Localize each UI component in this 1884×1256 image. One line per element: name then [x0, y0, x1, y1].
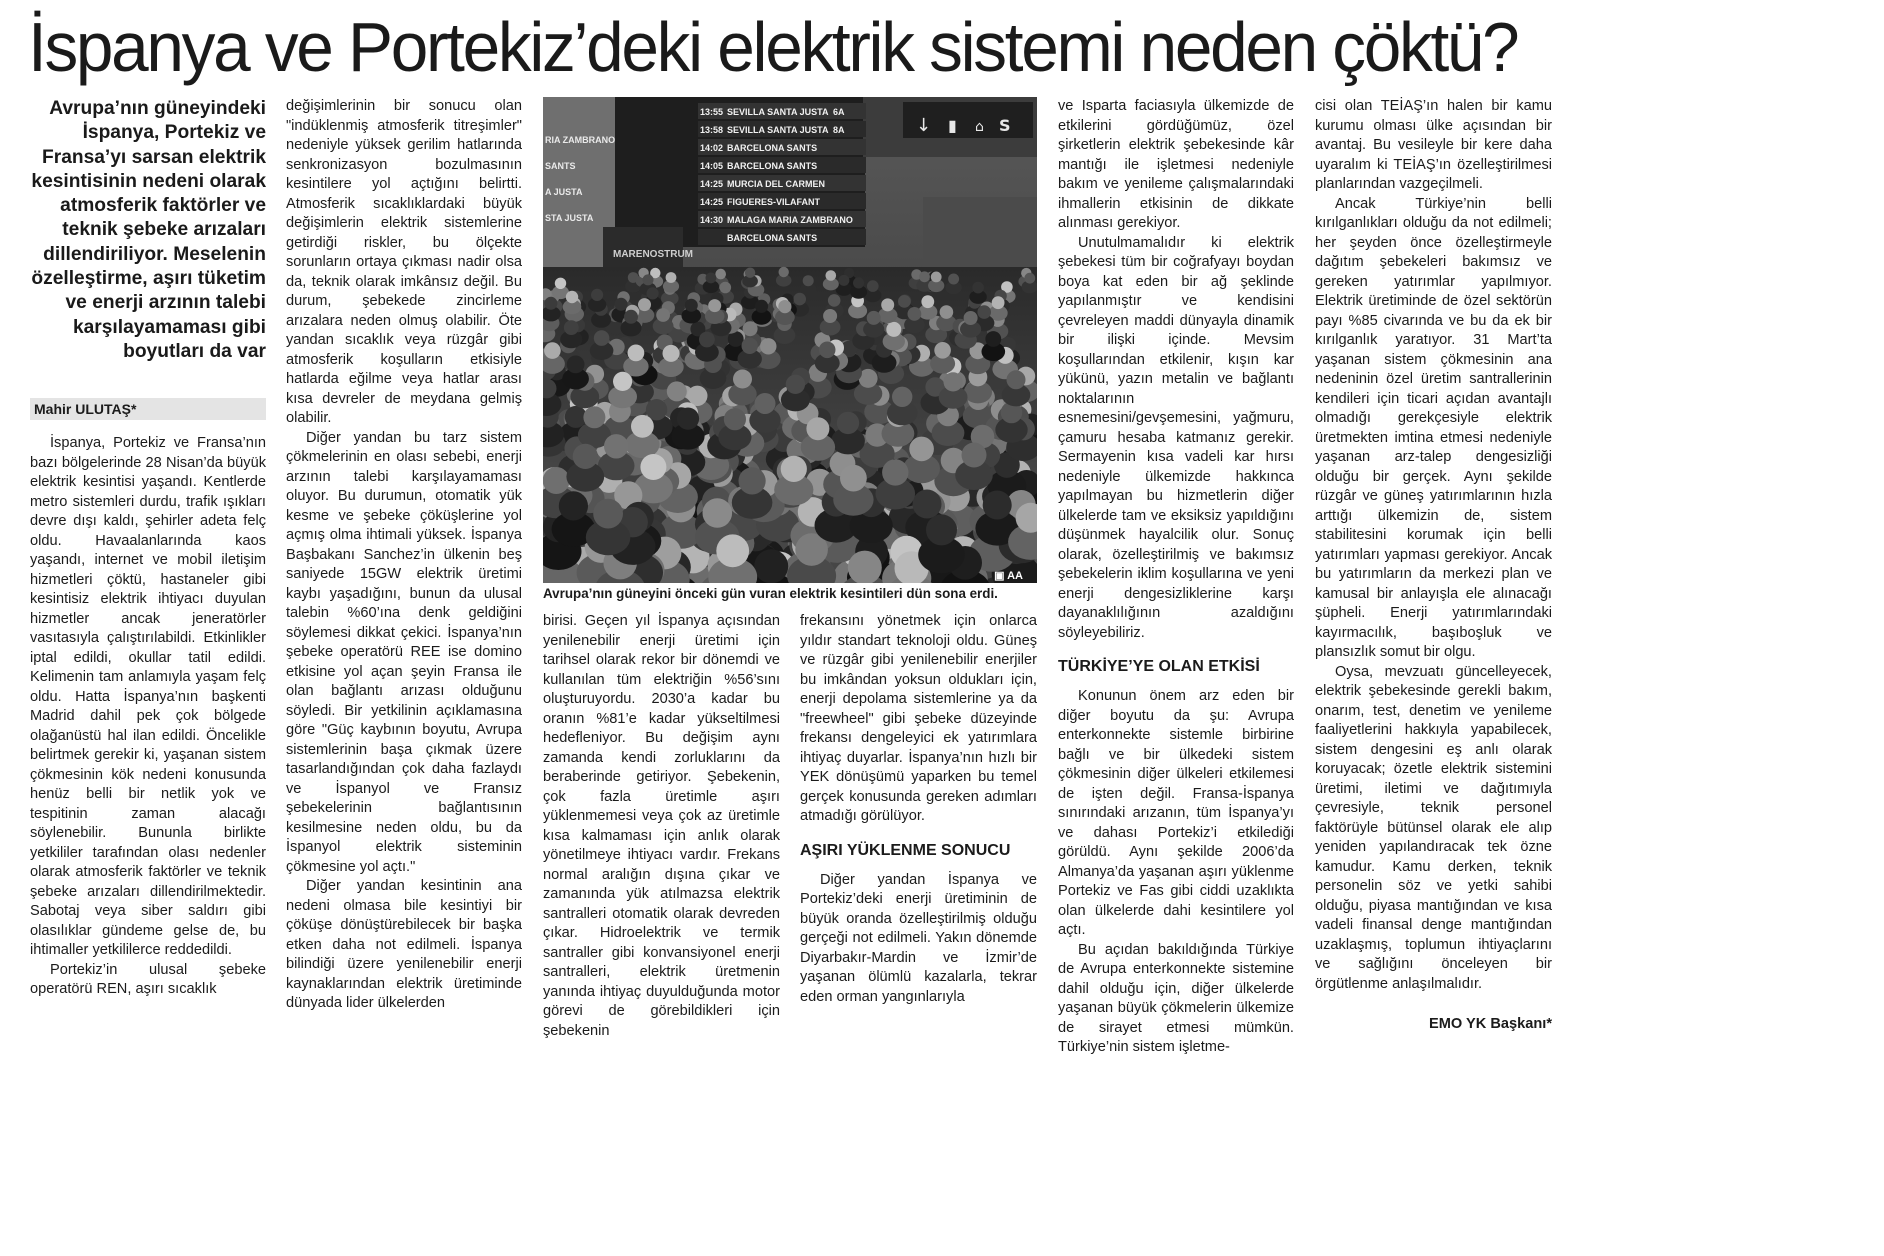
paragraph: Ancak Türkiye’nin belli kırılganlıkları olduğu da not edilmeli; her şeyden önce özelleştirmeyle dağıtım şebekeleri bakımsız ve gereken yatırımlar yapılmıyor. Elektrik üretiminde de özel sektörün payı %85 civarında ve bu da ek bir kırılganlık yaratıyor. 31 Mart’ta yaşanan sistem çökmesinin ana nedeninin özel üretim santrallerinin kendileri için ticari açıdan avantajlı olmadığı gerekçesiyle elektrik üretmekten imtina etmesi nedeniyle yaşanan arz-talep dengesizliği olduğu bir gerçek. Aynı şekilde rüzgâr ve güneş yatırımlarının hızla arttığı ülkemizin de, sistem stabilitesini korumak için belli yatırımları yapması gerekiyor. Ancak bu yatırımların da merkezi plan ve kamusal bir anlayışla ele alınacağı şüpheli. Enerji yatırımlarındaki kayırmacılık, başıboşluk ve plansızlık somut bir olgu.	[1315, 195, 1552, 660]
departure-time: 14:25	[700, 179, 724, 189]
article-column-5	[1058, 97, 1294, 1058]
departure-time: 13:58	[700, 125, 724, 135]
departure-board-left-row: A JUSTA	[545, 187, 583, 197]
departure-time: 14:30	[700, 215, 724, 225]
article-column-2	[286, 97, 522, 1014]
author-title-signature: EMO YK Başkanı*	[1428, 1016, 1552, 1032]
paragraph: cisi olan TEİAŞ’ın halen bir kamu kurumu olması ülke açısından bir avantaj. Bu vesileyle bir kere daha uyaralım ki TEİAŞ’ın özelleştirilmesi planlarından vazgeçilmeli.	[1315, 98, 1552, 192]
byline-bar	[30, 398, 266, 420]
article-column-3	[543, 612, 780, 1041]
departure-platform: 8A	[833, 125, 845, 135]
paragraph: Diğer yandan İspanya ve Portekiz’deki enerji üretiminin de büyük oranda özelleştirilmiş olduğu gerçeği not edilmeli. Yakın dönemde Diyarbakır-Mardin ve İzmir’de yaşanan ölümlü kazalarla, tekrar eden orman yangınlarıyla	[800, 871, 1037, 1005]
paragraph: Bu açıdan bakıldığında Türkiye de Avrupa enterkonnekte sistemine dahil olduğu için, diğer ülkelerde yaşanan büyük çökmelerin ülkemize de sirayet etmesi mümkün. Türkiye’nin sistem işletme-	[1058, 941, 1294, 1055]
svg-text:S: S	[999, 116, 1011, 135]
section-heading: AŞIRI YÜKLENME SONUCU	[800, 841, 1011, 859]
paragraph: Portekiz’in ulusal şebeke operatörü REN, aşırı sıcaklık	[30, 961, 266, 997]
departure-platform: 6A	[833, 107, 845, 117]
ad-banner-text: MARENOSTRUM	[613, 249, 693, 260]
departure-destination: FIGUERES-VILAFANT	[727, 197, 821, 207]
paragraph: değişimlerinin bir sonucu olan "indüklenmiş atmosferik titreşimler" nedeniyle yüksek gerilim hatlarında senkronizasyon bozulmasının kesintilere yol açtığını belirtti. Atmosferik sıcaklıklardaki büyük değişimlerin elektrik sistemlerine getirdiği riskler, bu ölçekte sorunların ortaya çıkması nadir olsa da, teknik olarak imkânsız değil. Bu durum, şebekede zincirleme arızalara neden olmuş olabilir. Öte yandan sıcaklık veya rüzgâr gibi atmosferik koşulların etkisiyle hatlarda eğilme veya hatlar arası kısa devreler de meydana gelmiş olabilir.	[286, 98, 522, 426]
paragraph: Unutulmamalıdır ki elektrik şebekesi tüm bir coğrafyayı boydan boya kat eden bir ağ şeklinde yapılanmıştır ve kendisini çevreleyen maddi dünyayla dinamik bir ilişki içinde. Mevsim koşullarından etkilenir, kışın kar yükünü, yazın metalin ve bağlantı noktalarının esnemesini/gevşemesini, yağmuru, çamuru hesaba katmanız gerekir. Sermayenin kısa vadeli kar hırsı nedeniyle ülkemizde hakkınca yapılmayan bu hizmetlerin diğer ülkelerde tam ve eksiksiz yapıldığını düşünmek hayalcilik olur. Sonuç olarak, özelleştirilmiş ve bakımsız şebekelerin iklim koşullarına ve yeni enerji dengesizliklerine karşı dayanaklılığının azaldığını söyleyebiliriz.	[1058, 234, 1294, 641]
headline: İspanya ve Portekiz’deki elektrik sistemi neden çöktü?	[28, 8, 1518, 86]
departure-board-left-row: STA JUSTA	[545, 213, 594, 223]
article-column-6	[1315, 97, 1552, 994]
crowd-at-train-station-photo	[543, 97, 1037, 583]
paragraph: Diğer yandan bu tarz sistem çökmelerinin en olası sebebi, enerji arzının talebi karşılayamaması oluyor. Bu durumun, otomatik yük kesme ve şebeke çöküşlerine yol açmış olma ihtimali yüksek. İspanya Başbakanı Sanchez’in ülkenin beş saniyede 15GW elektrik üretimi kaybı yaşadığını, bunun da ulusal talebin %60’ına denk geldiğini söylemesi dikkat çekici. İspanya’nın şebeke operatörü REE ise domino etkisine yol açan şeyin Fransa ile olan bağlantı arızası olduğunu söyledi. Bir yetkilinin açıklamasına göre "Güç kaybının boyutu, Avrupa sistemlerinin başa çıkmak üzere tasarlandığından çok daha fazlaydı ve İspanyol ve Fransız şebekelerinin bağlantısının kesilmesine neden oldu, bu da İspanyol elektrik sisteminin çökmesine yol açtı."	[286, 429, 522, 875]
author-byline: Mahir ULUTAŞ*	[34, 401, 137, 417]
departure-time: 14:25	[700, 197, 724, 207]
departure-destination: SEVILLA SANTA JUSTA	[727, 125, 829, 135]
photo-caption: Avrupa’nın güneyini önceki gün vuran elektrik kesintileri dün sona erdi.	[543, 586, 998, 601]
paragraph: frekansını yönetmek için onlarca yıldır standart teknoloji oldu. Güneş ve rüzgâr gibi yenilenebilir enerjiler bu imkândan yoksun oldukları için, enerji depolama sistemlerine ya da "freewheel" gibi şebeke düzeyinde frekansı dengeleyici ek yatırımlara ihtiyaç duyarlar. İspanya’nın hızlı bir YEK dönüşümü yaparken bu temel gerçek konusunda gereken adımları atmadığı görülüyor.	[800, 613, 1037, 824]
departure-destination: BARCELONA SANTS	[727, 161, 818, 171]
paragraph: ve Isparta faciasıyla ülkemizde de etkilerini gördüğümüz, özel şirketlerin elektrik şebekesinde kâr mantığı ile işletmesi nedeniyle bakım ve yenileme çalışmalarındaki ihmallerin etkisinin de dikkate alınması gerekiyor.	[1058, 98, 1294, 231]
svg-text:↓: ↓	[916, 115, 932, 136]
departure-time: 13:55	[700, 107, 724, 117]
paragraph: Konunun önem arz eden bir diğer boyutu da şu: Avrupa enterkonnekte sistemle birbirine bağlı ve bir ülkedeki sistem çökmesinin diğer ülkeleri etkilemesi de işten değil. Fransa-İspanya sınırındaki arızanın, tüm İspanya’yı ve dahası Portekiz’i etkilediği görüldü. Aynı şekilde 2006’da Almanya’da yaşanan aşırı yüklenme Portekiz ve Fas gibi ciddi uzaklıkta olan ülkelerde dahi kesintilere yol açtı.	[1058, 688, 1294, 938]
departure-destination: MURCIA DEL CARMEN	[727, 179, 825, 189]
departure-time: 14:05	[700, 161, 724, 171]
departure-destination: BARCELONA SANTS	[727, 143, 818, 153]
lead-paragraph: Avrupa’nın güneyindeki İspanya, Portekiz ve Fransa’yı sarsan elektrik kesintisinin nedeni olarak atmosferik faktörler ve teknik şebeke arızaları dillendiriliyor. Meselenin özelleştirme, aşırı tüketim ve enerji arzının talebi karşılayamaması gibi boyutları da var	[31, 98, 266, 362]
departure-board-left-row: SANTS	[545, 161, 576, 171]
paragraph: Diğer yandan kesintinin ana nedeni olmasa bile kesintiyi bir çöküşe dönüştürebilecek bir başka etken daha not edilmeli. İspanya bilindiği üzere yenilenebilir enerji kaynaklarından elektrik üretiminde dünyada lider ülkelerden	[286, 878, 522, 1011]
svg-text:⌂: ⌂	[975, 119, 984, 135]
paragraph: İspanya, Portekiz ve Fransa’nın bazı bölgelerinde 28 Nisan’da büyük elektrik kesintisi yaşandı. Kentlerde metro sistemleri durdu, trafik ışıkları devre dışı kaldı, şehirler adeta felç oldu. Havaalanlarında kaos yaşandı, internet ve mobil iletişim hizmetleri çöktü, hastaneler gibi kesintisiz elektrik ihtiyacı duyulan hizmetler ancak jeneratörler vasıtasıyla çalıştırılabildi. Etkinlikler iptal edildi, okullar tatil edildi. Kelimenin tam anlamıyla yaşam felç oldu. Hatta İspanya’nın başkenti Madrid dahil pek çok bölgede olağanüstü hal ilan edildi. Öncelikle belirtmek gerekir ki, yaşanan sistem çökmesinin kök nedeni konusunda henüz belli bir netlik yok ve tespitinin zaman alacağı söylenebilir. Bununla birlikte yetkililer tarafından olası nedenler olarak atmosferik faktörler ve teknik şebeke arızaları dillendirilmektedir. Sabotaj veya siber saldırı gibi olasılıklar gündeme gelse de, bu ihtimaller yetkililerce reddedildi.	[30, 435, 266, 958]
article-column-1	[30, 434, 266, 1000]
svg-text:▮: ▮	[948, 116, 957, 135]
departure-time: 14:02	[700, 143, 724, 153]
article-column-4	[800, 612, 1037, 1007]
paragraph: birisi. Geçen yıl İspanya açısından yenilenebilir enerji üretimi için tarihsel olarak rekor bir dönemdi ve kullanılan tüm elektriğin %56’sını oluşturuyordu. 2030’a kadar bu oranın %81’e kadar yükseltilmesi hedefleniyor. Bu değişim aynı zamanda kendi zorluklarını da beraberinde getiriyor. Şebekenin, çok fazla üretimle aşırı yüklenmemesi veya çok az üretimle kısa kalmaması için anlık olarak yönetilmeye ihtiyacı vardır. Frekans normal aralığın dışına çıkar ve zamanında yük atılmazsa elektrik santralleri otomatik olarak devreden çıkar. Hidroelektrik ve termik santraller gibi konvansiyonel enerji santralleri, elektrik üretmenin yanında ihtiyaç duyulduğunda motor görevi de görebildikleri için şebekenin	[543, 613, 780, 1039]
departure-destination: BARCELONA SANTS	[727, 233, 818, 243]
departure-board-left-row: RIA ZAMBRANO	[545, 135, 616, 145]
photo-credit: ▣ AA	[994, 570, 1023, 582]
paragraph: Oysa, mevzuatı güncelleyecek, elektrik şebekesinde gerekli bakım, onarım, test, denetim ve yenileme faaliyetlerini hakkıyla yapabilecek, sistem dengesini eş anlı olarak koruyacak; özetle elektrik sistemini üretimi, iletimi ve dağıtımıyla çevresiyle, teknik personel faktörüyle bütünsel olarak ele alıp yeniden yapılandıracak tek özne kamudur. Kamu derken, teknik personelin söz ve yetki sahibi olduğu, piyasa mantığından ve kısa vadeli finansal denge mantığından uzaklaşmış, toplumun ihtiyaçlarını ve sağlığını önceleyen bir örgütlenme anlaşılmalıdır.	[1315, 663, 1552, 992]
section-heading: TÜRKİYE’YE OLAN ETKİSİ	[1058, 658, 1260, 675]
news-photo	[543, 97, 1037, 583]
departure-destination: SEVILLA SANTA JUSTA	[727, 107, 829, 117]
departure-destination: MALAGA MARIA ZAMBRANO	[727, 215, 853, 225]
